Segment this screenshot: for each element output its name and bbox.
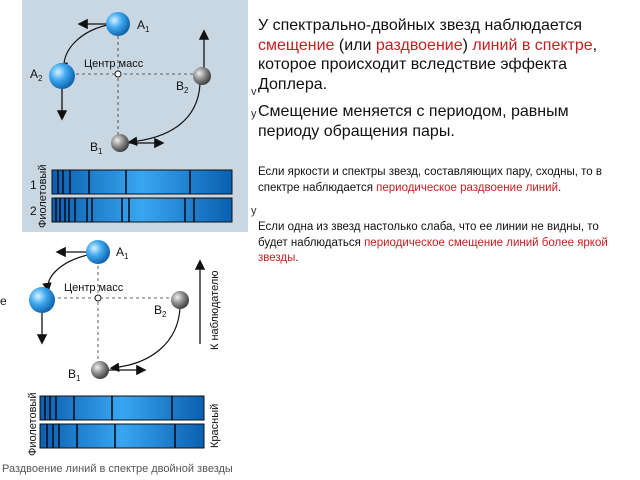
term-periodic-splitting: периодическое раздвоение линий (376, 181, 558, 194)
detail-explanation (258, 165, 628, 291)
bottom-orbit-svg (0, 232, 248, 458)
label-b1: $B_1$ (68, 367, 81, 383)
main-paragraph-2: Смещение меняется с периодом, равным периоду обращения пары. (258, 103, 569, 140)
label-a1: $A_1$ (137, 18, 150, 34)
label-a2: $A_2$ (30, 67, 43, 83)
left-cut-label: е (0, 294, 7, 308)
orbit-arc-b (130, 84, 200, 142)
detail-paragraph-2: Если одна из звезд настолько слаба, что ее линии не видны, то будет наблюдаться периодическое смещение линий более яркой звезды. (258, 221, 608, 265)
figure-caption: Раздвоение линий в спектре двойной звезды (2, 463, 233, 475)
edge-mark-3: у (251, 205, 257, 217)
spectrum-strip-1 (40, 396, 204, 420)
term-spectral-lines: линий в спектре (472, 36, 593, 54)
spectrum-row-2-label: 2 (30, 204, 37, 218)
spectrum-row-1-label: 1 (30, 178, 37, 192)
violet-axis-label: Фиолетовый (27, 392, 39, 456)
red-axis-label: Красный (209, 403, 221, 448)
observer-label: К наблюдателю (209, 270, 221, 350)
term-periodic-shift: периодическое смещение линий более яркой звезды (258, 236, 608, 265)
top-orbit-diagram (22, 0, 248, 232)
center-of-mass-label: Центр масс (64, 282, 124, 294)
label-a1: $A_1$ (116, 245, 129, 261)
term-splitting: раздвоение (375, 36, 463, 54)
main-paragraph-1: У спектрально-двойных звезд наблюдается смещение (или раздвоение) линий в спектре, которое происходит вследствие эффекта Доплера. (258, 17, 598, 93)
star-a2 (49, 63, 75, 89)
term-shift: смещение (258, 36, 335, 54)
center-of-mass-marker (95, 295, 101, 301)
top-orbit-svg (22, 0, 248, 232)
main-explanation (258, 16, 628, 149)
label-b2: $B_2$ (154, 303, 167, 319)
edge-mark-2: у (251, 108, 257, 120)
star-b1 (91, 361, 109, 379)
star-a1 (106, 12, 130, 36)
bottom-orbit-diagram (0, 232, 248, 458)
star-a1 (86, 240, 110, 264)
center-of-mass-marker (115, 71, 121, 77)
violet-axis-label: Фиолетовый (37, 164, 49, 228)
label-b2: $B_2$ (176, 79, 189, 95)
star-b1 (111, 134, 129, 152)
orbit-arc-b (112, 308, 180, 368)
spectrum-strip-2 (40, 424, 204, 448)
spectrum-strip-2 (52, 198, 232, 222)
star-b2 (193, 67, 211, 85)
spectrum-strip-1 (52, 170, 232, 194)
center-of-mass-label: Центр масс (84, 58, 144, 70)
star-b2 (171, 291, 189, 309)
label-b1: $B_1$ (90, 140, 103, 156)
detail-paragraph-1: Если яркости и спектры звезд, составляющих пару, сходны, то в спектре наблюдается периодическое раздвоение линий. (258, 166, 602, 194)
edge-mark-1: v (251, 86, 257, 98)
star-a2 (29, 287, 55, 313)
